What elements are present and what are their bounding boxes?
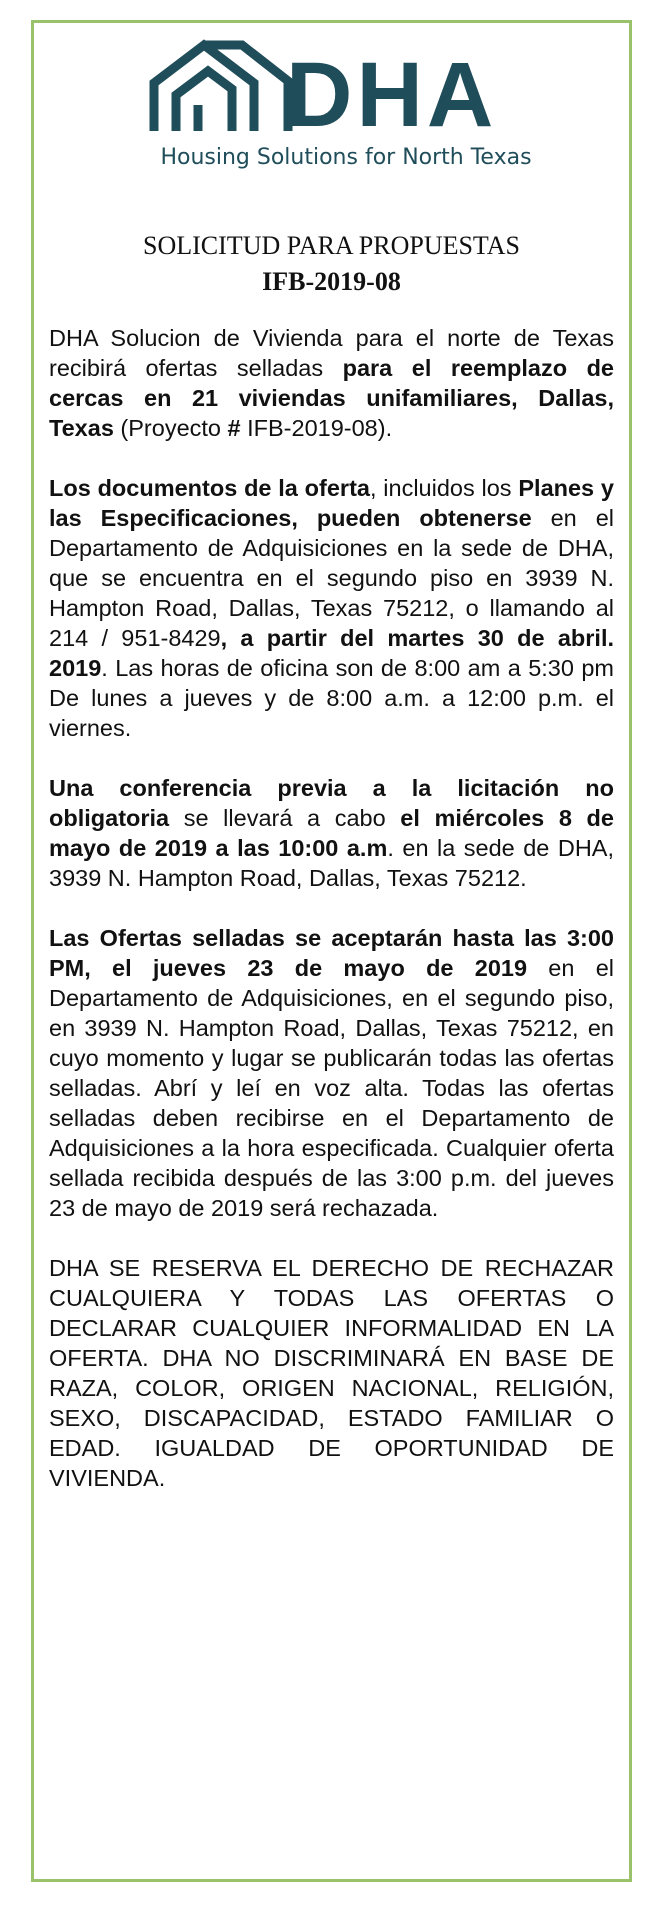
paragraph-documents [49,473,614,743]
text-run: en el Departamento de Adquisiciones, en el segundo piso, en 3939 N. Hampton Road, Dallas, Texas 75212, en cuyo momento y lugar se publicarán todas las ofertas selladas. Abrí y leí en voz alta. Todas las ofertas selladas deben recibirse en el Departamento de Adquisiciones a la hora especificada. Cualquier oferta sellada recibida después de las 3:00 p.m. del jueves 23 de mayo de 2019 será rechazada. [49,955,614,1221]
dha-logo [146,35,546,185]
notice-number: IFB-2019-08 [262,267,401,296]
text-run: , incluidos los [369,475,519,501]
notice-body [49,323,614,1493]
bold-run: , a partir del martes 30 de abril. 2019 [49,625,615,681]
text-run: IFB-2019-08). [240,415,393,441]
paragraph-intro [49,323,614,443]
bold-run: # [227,415,241,441]
text-run: . en la sede de DHA, 3939 N. Hampton Road, Dallas, Texas 75212. [49,835,614,891]
brand-name: DHA [286,44,498,146]
paragraph-disclaimer [49,1253,614,1493]
text-run: se llevará a cabo [169,805,401,831]
bold-run: Una conferencia previa a la licitación no obligatoria [49,775,614,831]
notice-frame [31,20,632,1882]
text-run: DHA Solucion de Vivienda para el norte de Texas recibirá ofertas selladas [49,325,614,381]
bold-run: para el reemplazo de cercas en 21 viviendas unifamiliares, Dallas, Texas [49,355,614,441]
text-run: . Las horas de oficina son de 8:00 am a 5:30 pm De lunes a jueves y de 8:00 a.m. a 12:00 p.m. el viernes. [49,655,614,741]
bold-run: Las Ofertas selladas se aceptarán hasta las 3:00 PM, el jueves 23 de mayo de 2019 [49,925,614,981]
paragraph-deadline [49,923,614,1223]
brand-tagline: Housing Solutions for North Texas [160,145,532,170]
text-run: (Proyecto [113,415,228,441]
text-run: DHA SE RESERVA EL DERECHO DE RECHAZAR CUALQUIERA Y TODAS LAS OFERTAS O DECLARAR CUALQUIER INFORMALIDAD EN LA OFERTA. DHA NO DISCRIMINARÁ EN BASE DE RAZA, COLOR, ORIGEN NACIONAL, RELIGIÓN, SEXO, DISCAPACIDAD, ESTADO FAMILIAR O EDAD. IGUALDAD DE OPORTUNIDAD DE VIVIENDA. [49,1255,614,1491]
notice-heading [34,228,629,300]
notice-title: SOLICITUD PARA PROPUESTAS [143,231,520,260]
text-run: en el Departamento de Adquisiciones en la sede de DHA, que se encuentra en el segundo piso en 3939 N. Hampton Road, Dallas, Texas 75212, o llamando al 214 / 951-8429 [49,505,614,651]
house-outline-icon [146,35,296,135]
bold-run: Los documentos de la oferta [49,475,370,501]
bold-run: Planes y las Especificaciones, pueden obtenerse [49,475,614,531]
paragraph-conference [49,773,614,893]
bold-run: el miércoles 8 de mayo de 2019 a las 10:00 a.m [49,805,614,861]
